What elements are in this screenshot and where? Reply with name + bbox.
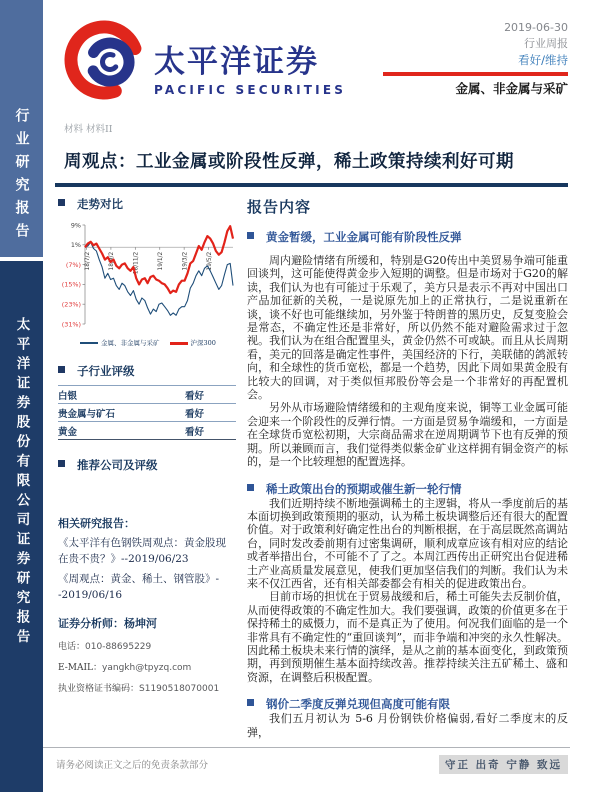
logo-wordmark (154, 36, 346, 97)
sub-rating-title: 子行业评级 (77, 364, 135, 378)
section-header (247, 229, 568, 245)
rating-value: 看好 (185, 409, 205, 420)
related-reports-title: 相关研究报告： (58, 517, 135, 530)
square-bullet-icon (247, 484, 254, 491)
svg-text:19/1/2: 19/1/2 (158, 251, 165, 271)
related-reports-section (58, 515, 238, 603)
legend-label-metals: 金属、非金属与采矿 (101, 339, 160, 347)
brand-name-en: PACIFIC SECURITIES (154, 83, 347, 97)
phone-value: 010-88695229 (85, 642, 152, 652)
pacific-securities-logo-icon (62, 14, 146, 106)
legend-item-hs300 (170, 338, 216, 347)
chart-legend (58, 338, 238, 347)
square-bullet-icon (247, 699, 254, 706)
table-row (58, 386, 236, 404)
trend-chart-svg (58, 220, 236, 332)
trend-chart (58, 220, 238, 347)
email-label: E-MAIL： (58, 663, 103, 673)
svg-text:18/9/2: 18/9/2 (109, 251, 116, 271)
section-body (247, 254, 568, 469)
content-section (247, 229, 568, 469)
paragraph: 我们近期持续不断地强调稀土的主逻辑，将从一季度前后的基本面切换到政策预期的驱动，认为稀土板块调整后还有很大的配置价值。对于政策利好确定性出台的判断根据，在于高层既然高调站台，同时发改委前期有过密集调研，顺利成章应该有相对应的结论或者举措出台，不可能不了了之。本周江西传出正研究出台促进稀土产业高质量发展意见，使我们更加坚信我们的判断。我们认为未来不仅江西省，还有相关部委都会有相关的促进政策出台。 (247, 496, 568, 590)
legend-item-metals (80, 338, 160, 347)
square-bullet-icon (58, 460, 65, 467)
svg-text:19/3/2: 19/3/2 (182, 251, 189, 271)
section-body (247, 497, 568, 685)
list-item[interactable]: 《太平洋有色钢铁周观点：黄金股现在贵不贵？》--2019/06/23 (58, 537, 226, 565)
section-header (247, 481, 568, 497)
phone-label: 电话： (58, 642, 86, 652)
trend-title: 走势对比 (77, 197, 123, 211)
svg-text:1%: 1% (70, 241, 81, 250)
sidebar-industry-band (0, 0, 43, 257)
section-title: 稀土政策出台的预期或催生新一轮行情 (266, 481, 462, 496)
company-logo (62, 14, 346, 106)
section-title: 钢价二季度反弹兑现但高度可能有限 (266, 697, 450, 712)
svg-text:(23%): (23%) (61, 300, 81, 309)
square-bullet-icon (58, 199, 65, 206)
paragraph: 我们五月初认为 5-6 月份钢铁价格偏弱,看好二季度末的反弹， (247, 712, 568, 739)
left-column (58, 196, 238, 694)
recommend-title: 推荐公司及评级 (77, 458, 158, 472)
svg-text:(31%): (31%) (61, 320, 81, 329)
disclaimer-note: 请务必阅读正文之后的免责条款部分 (56, 760, 209, 771)
paragraph: 目前市场的担忧在于贸易战缓和后，稀土可能失去反制价值，从而使得政策的不确定性加大。我们要强调，政策的价值更多在于保持稀土的威慑力，而不是真正为了使用。何况我们面临的是一个非常具有不确定性的“重回谈判”，而非争端和冲突的永久性解决。因此稀土板块未来行情的演绎，是从之前的基本面变化，到政策预期，再到预期催生基本面持续改善。推荐持续关注五矿稀土、盛和资源，在调整后积极配置。 (247, 590, 568, 684)
content-section (247, 481, 568, 685)
svg-text:(15%): (15%) (61, 280, 81, 289)
analyst-email-row (58, 660, 238, 673)
legend-swatch-hs300 (170, 342, 188, 345)
email-value[interactable]: yangkh@tpyzq.com (102, 663, 192, 673)
section-title: 黄金暂缓，工业金属可能有阶段性反弹 (266, 230, 462, 244)
sidebar-company-band (0, 261, 43, 792)
svg-text:(7%): (7%) (65, 260, 81, 269)
content-section (247, 696, 568, 739)
rating-name: 白银 (58, 391, 78, 402)
red-divider (383, 72, 568, 76)
analyst-name: 证券分析师：杨坤河 (58, 617, 157, 630)
industry-rating: 看好/维持 (518, 53, 568, 67)
trend-section-header (58, 196, 238, 212)
section-header (247, 696, 568, 712)
section-body (247, 712, 568, 739)
svg-text:9%: 9% (70, 221, 81, 230)
brand-name-cn: 太平洋证券 (154, 44, 319, 80)
content-header: 报告内容 (247, 198, 312, 216)
list-item[interactable]: 《周观点：黄金、稀土、钢管股》--2019/06/16 (58, 573, 220, 601)
square-bullet-icon (247, 232, 254, 239)
table-row (58, 422, 236, 440)
report-date: 2019-06-30 (504, 21, 568, 34)
sidebar-bottom-label: 太平洋证券股份有限公司证券研究报告 (13, 317, 30, 649)
report-meta (368, 20, 568, 69)
sidebar-top-label: 行业研究报告 (13, 108, 30, 246)
license-value: S1190518070001 (139, 684, 220, 694)
recommend-header (58, 457, 238, 473)
rating-value: 看好 (185, 427, 205, 438)
footer-divider (43, 747, 570, 748)
square-bullet-icon (58, 366, 65, 373)
analyst-section (58, 615, 238, 694)
svg-text:18/11/2: 18/11/2 (133, 251, 140, 275)
license-label: 执业资格证书编码： (58, 684, 140, 694)
title-divider (55, 183, 568, 187)
category-breadcrumb: 材料 材料II (64, 124, 113, 135)
rating-value: 看好 (185, 391, 205, 402)
paragraph: 另外从市场避险情绪缓和的主观角度来说，铜等工业金属可能会迎来一个阶段性的反弹行情。一方面是贸易争端缓和，一方面是在全球货币宽松初期，大宗商品需求在逆周期调节下也有反弹的预期。所以兼顾而言，我们觉得类似紫金矿业这样拥有铜金资产的标的，是一个比较理想的配置选择。 (247, 401, 568, 469)
company-motto: 守正 出奇 宁静 致远 (439, 755, 568, 774)
sub-industry-rating-section (58, 363, 238, 440)
legend-swatch-metals (80, 342, 98, 344)
rating-name: 黄金 (58, 427, 78, 438)
report-content-column (247, 196, 568, 739)
rating-table (58, 385, 236, 440)
legend-label-hs300: 沪深300 (190, 339, 216, 347)
analyst-phone-row (58, 639, 238, 652)
industry-name: 金属、非金属与采矿 (455, 81, 568, 96)
table-row (58, 404, 236, 422)
rating-name: 贵金属与矿石 (58, 409, 116, 420)
svg-text:18/7/2: 18/7/2 (84, 251, 91, 271)
recommend-section (58, 457, 238, 473)
sub-rating-header (58, 363, 238, 379)
report-type: 行业周报 (524, 37, 568, 50)
page-title: 周观点：工业金属或阶段性反弹，稀土政策持续利好可期 (64, 152, 514, 172)
paragraph: 周内避险情绪有所缓和，特别是G20传出中美贸易争端可能重回谈判，这可能使得黄金步入短期的调整。但是市场对于G20的解读，我们认为也有可能过于乐观了，美方只是表示不再对中国出口产品加征新的关税，一是说原先加上的正常执行，二是说重新在谈，谈不好也可能继续加，另外鉴于特朗普的黑历史，反复变脸会是常态，不确定性还是非常好，所以仍然不能对避险需求过于忽视。我们认为在组合配置里头，黄金仍然不可或缺。而且从长周期看，美元的回落是确定性事件，美国经济的下行，美联储的鸽派转向，和全球性的货币宽松，都是一个趋势，因此下周如果黄金股有比较大的回调，对于类似恒邦股份等会是一个非常好的再配置机会。 (247, 254, 568, 402)
svg-text:19/5/2: 19/5/2 (206, 251, 213, 271)
analyst-license-row (58, 681, 238, 694)
